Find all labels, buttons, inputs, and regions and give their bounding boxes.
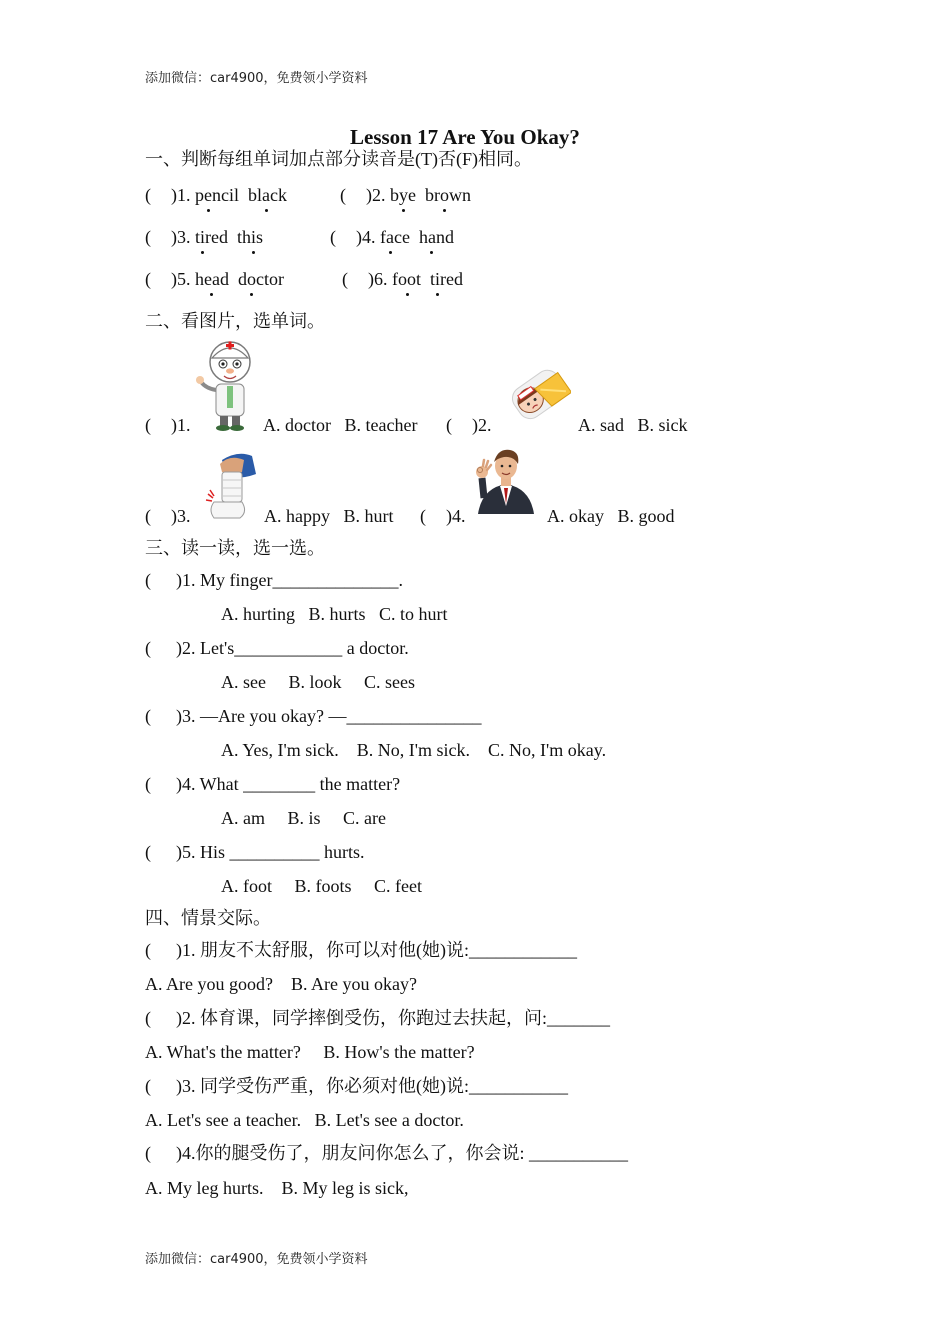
section-2-heading: 二、看图片，选单词。 [145,311,325,331]
s4-q2: ( )2. 体育课，同学摔倒受伤，你跑过去扶起，问:_______ [145,1008,610,1028]
doctor-image [194,340,258,432]
sick-girl-image [505,362,571,428]
s2-item-2: ( )2. [446,415,492,435]
s3-q3: ( )3. —Are you okay? —_______________ [145,706,482,726]
s1-item-4: ( )4. face hand [330,227,454,247]
page-header: 添加微信：car4900，免费领小学资料 [145,71,368,86]
s1-item-3: ( )3. tired this [145,227,264,247]
s1-item-1: ( )1. pencil black [145,185,288,205]
s4-q2-options: A. What's the matter? B. How's the matter? [145,1042,475,1062]
section-1-heading: 一、判断每组单词加点部分读音是(T)否(F)相同。 [145,149,532,169]
s1-item-2: ( )2. bye brown [340,185,471,205]
s3-q2: ( )2. Let's____________ a doctor. [145,638,409,658]
s4-q1-options: A. Are you good? B. Are you okay? [145,974,417,994]
s1-item-6: ( )6. foot tired [342,269,464,289]
s3-q5: ( )5. His __________ hurts. [145,842,365,862]
s3-q5-options: A. foot B. foots C. feet [221,876,422,896]
okay-man-image [474,448,538,514]
s2-item-4: ( )4. [420,506,466,526]
s3-q1: ( )1. My finger______________. [145,570,403,590]
s4-q4-options: A. My leg hurts. B. My leg is sick, [145,1178,409,1198]
section-3-heading: 三、读一读，选一选。 [145,538,325,558]
s2-item-1-options: A. doctor B. teacher [263,415,418,435]
s2-item-1: ( )1. [145,415,191,435]
s4-q3: ( )3. 同学受伤严重，你必须对他(她)说:___________ [145,1076,568,1096]
s3-q3-options: A. Yes, I'm sick. B. No, I'm sick. C. No, I'm okay. [221,740,607,760]
s4-q3-options: A. Let's see a teacher. B. Let's see a doctor. [145,1110,464,1130]
s2-item-4-options: A. okay B. good [547,506,675,526]
page-title: Lesson 17 Are You Okay? [350,125,580,149]
s4-q1: ( )1. 朋友不太舒服，你可以对他(她)说:____________ [145,940,577,960]
page-footer: 添加微信：car4900，免费领小学资料 [145,1252,368,1267]
s3-q4: ( )4. What ________ the matter? [145,774,401,794]
s3-q4-options: A. am B. is C. are [221,808,386,828]
section-4-heading: 四、情景交际。 [145,908,271,928]
s1-item-5: ( )5. head doctor [145,269,284,289]
hurt-foot-image [200,450,260,524]
s3-q2-options: A. see B. look C. sees [221,672,415,692]
s2-item-2-options: A. sad B. sick [578,415,688,435]
s2-item-3-options: A. happy B. hurt [264,506,394,526]
s4-q4: ( )4.你的腿受伤了，朋友问你怎么了，你会说: ___________ [145,1143,628,1163]
s2-item-3: ( )3. [145,506,191,526]
s3-q1-options: A. hurting B. hurts C. to hurt [221,604,448,624]
